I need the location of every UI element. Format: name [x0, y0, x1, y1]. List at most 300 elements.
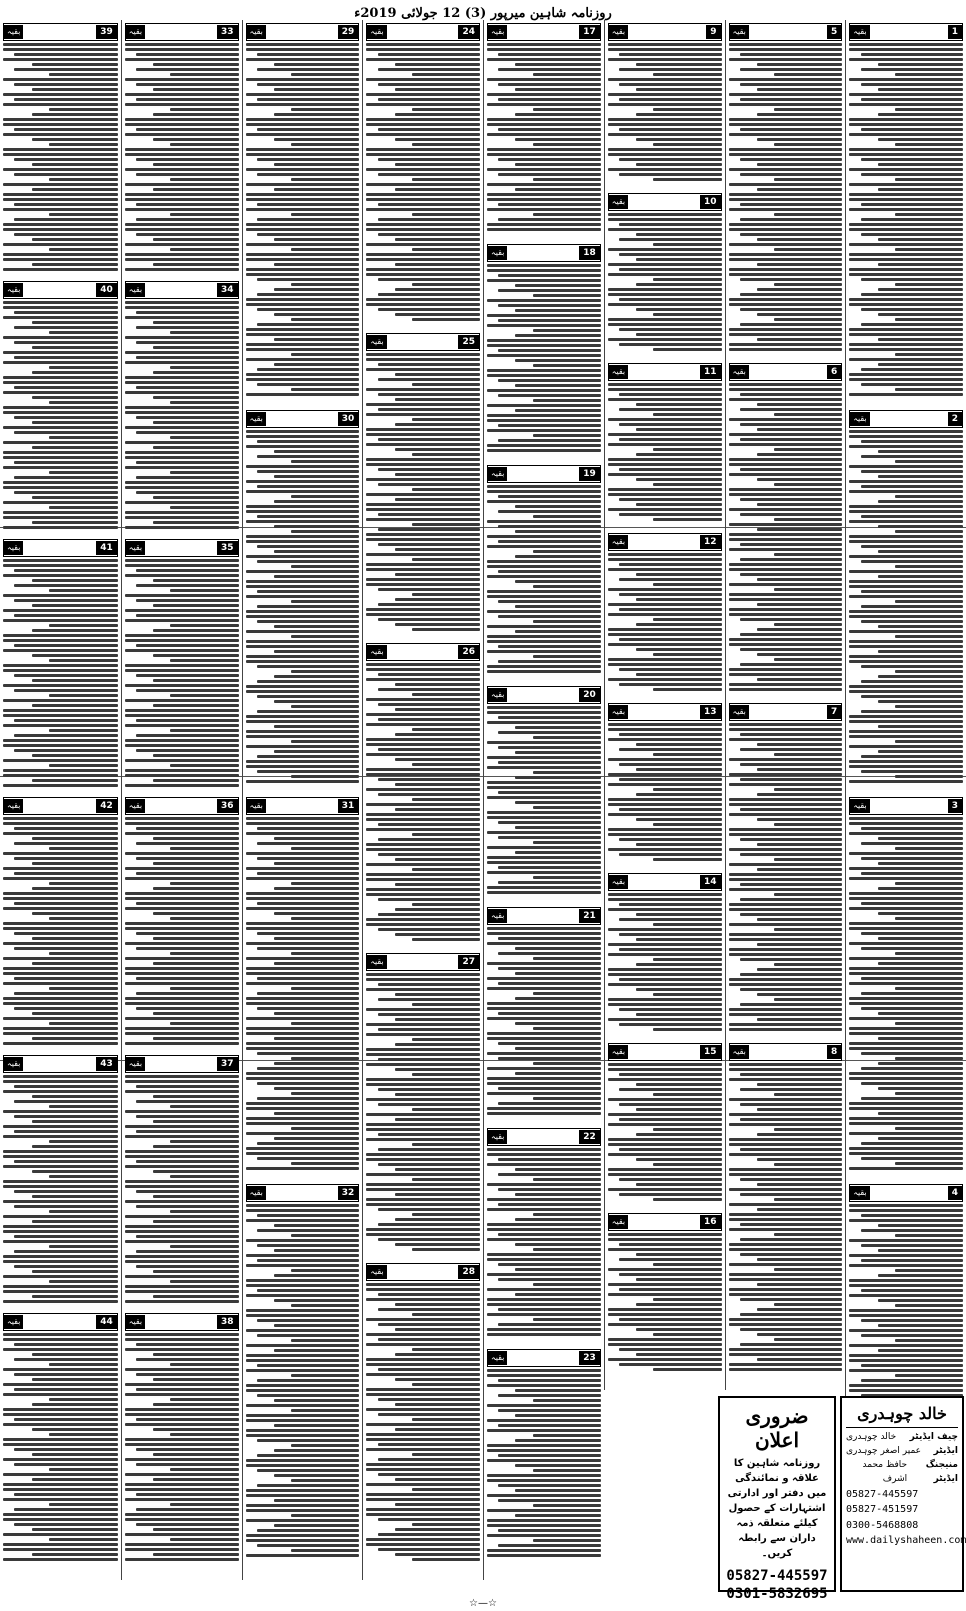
text-line	[487, 1258, 601, 1261]
text-line	[366, 428, 480, 431]
text-line	[395, 423, 480, 426]
text-line	[395, 63, 480, 66]
continuation-number: 29	[338, 25, 359, 39]
text-line	[274, 1424, 359, 1427]
text-line	[412, 1003, 480, 1006]
text-line	[49, 1105, 118, 1108]
text-line	[740, 83, 842, 86]
text-line	[515, 163, 600, 166]
continuation-header	[125, 797, 239, 815]
text-line	[291, 1022, 359, 1025]
text-line	[498, 821, 600, 824]
text-line	[125, 228, 239, 231]
text-line	[49, 694, 118, 697]
text-line	[608, 728, 722, 731]
text-line	[740, 1148, 842, 1151]
text-line	[14, 1418, 117, 1421]
credits-box	[840, 1396, 964, 1592]
text-line	[366, 1023, 480, 1026]
text-line	[757, 528, 842, 531]
text-line	[636, 138, 721, 141]
text-line	[14, 674, 117, 677]
text-line	[125, 1533, 239, 1536]
text-line	[246, 1284, 360, 1287]
text-line	[3, 1200, 118, 1203]
text-line	[729, 1278, 843, 1281]
text-line	[125, 78, 239, 81]
text-line	[257, 1454, 359, 1457]
text-line	[246, 1309, 360, 1312]
text-line	[849, 298, 963, 301]
text-line	[274, 700, 359, 703]
credit-name: حافظ محمد اشرف	[862, 1459, 908, 1484]
text-line	[3, 1458, 118, 1461]
text-line	[619, 328, 721, 331]
credit-phone: 0300-5468808	[846, 1519, 919, 1531]
text-line	[3, 1165, 118, 1168]
text-line	[366, 888, 480, 891]
text-line	[136, 1250, 238, 1253]
text-line	[498, 836, 600, 839]
text-line	[3, 564, 118, 567]
text-line	[246, 967, 360, 970]
text-line	[3, 1225, 118, 1228]
text-line	[125, 1080, 239, 1083]
text-line	[246, 343, 360, 346]
continuation-tag: بقیہ	[488, 1351, 507, 1365]
text-line	[246, 1117, 360, 1120]
text-line	[3, 1423, 118, 1426]
continuation-header	[3, 539, 118, 557]
text-line	[366, 563, 480, 566]
text-line	[412, 1558, 480, 1561]
text-line	[729, 1363, 843, 1366]
text-line	[636, 333, 721, 336]
text-line	[487, 449, 601, 452]
text-line	[378, 98, 480, 101]
text-line	[125, 669, 239, 672]
text-line	[136, 311, 238, 314]
text-line	[32, 579, 118, 582]
text-line	[849, 645, 963, 648]
text-line	[395, 238, 480, 241]
text-line	[291, 213, 359, 216]
text-line	[849, 208, 963, 211]
text-line	[757, 288, 842, 291]
text-line	[533, 620, 601, 623]
text-line	[170, 694, 238, 697]
text-line	[246, 982, 360, 985]
text-line	[729, 1008, 843, 1011]
text-line	[729, 333, 843, 336]
text-line	[487, 1007, 601, 1010]
text-line	[849, 48, 963, 51]
continuation-header	[125, 1055, 239, 1073]
text-line	[366, 508, 480, 511]
text-line	[136, 1265, 238, 1268]
text-line	[861, 455, 963, 458]
text-line	[636, 1158, 721, 1161]
text-line	[14, 1130, 117, 1133]
text-line	[366, 1053, 480, 1056]
text-line	[636, 843, 721, 846]
text-line	[395, 313, 480, 316]
text-line	[246, 1077, 360, 1080]
text-line	[246, 378, 360, 381]
text-line	[412, 1178, 480, 1181]
text-line	[291, 740, 359, 743]
text-line	[487, 1519, 601, 1522]
text-line	[740, 898, 842, 901]
text-line	[729, 1228, 843, 1231]
text-line	[757, 1358, 842, 1361]
text-line	[257, 278, 359, 281]
text-line	[49, 73, 118, 76]
text-line	[3, 784, 118, 787]
text-line	[125, 316, 239, 319]
text-line	[32, 837, 118, 840]
text-line	[378, 1398, 480, 1401]
text-line	[14, 53, 117, 56]
text-line	[608, 928, 722, 931]
text-line	[274, 1474, 359, 1477]
text-line	[608, 1358, 722, 1361]
text-line	[366, 1153, 480, 1156]
text-line	[395, 733, 480, 736]
text-line	[257, 68, 359, 71]
text-line	[636, 768, 721, 771]
continuation-header	[125, 1313, 239, 1331]
article-continuation	[366, 953, 480, 1259]
text-line	[3, 103, 118, 106]
text-line	[257, 233, 359, 236]
text-line	[487, 625, 601, 628]
text-line	[257, 1214, 359, 1217]
text-line	[49, 401, 118, 404]
text-line	[895, 705, 963, 708]
continuation-number: 11	[700, 365, 721, 379]
continuation-tag: بقیہ	[4, 1057, 23, 1071]
text-line	[498, 394, 600, 397]
text-line	[49, 1245, 118, 1248]
text-line	[14, 491, 117, 494]
text-line	[608, 973, 722, 976]
text-line	[608, 443, 722, 446]
text-line	[729, 533, 843, 536]
text-line	[849, 1117, 963, 1120]
text-lines	[366, 43, 480, 321]
text-line	[246, 228, 360, 231]
text-line	[366, 878, 480, 881]
text-line	[3, 441, 118, 444]
text-line	[498, 570, 600, 573]
text-line	[412, 798, 480, 801]
text-line	[774, 248, 842, 251]
text-line	[170, 1503, 238, 1506]
text-line	[32, 113, 118, 116]
continuation-number: 7	[827, 705, 841, 719]
text-line	[125, 381, 239, 384]
text-line	[366, 253, 480, 256]
continuation-tag: بقیہ	[609, 535, 628, 549]
text-line	[729, 103, 843, 106]
text-line	[412, 1313, 480, 1316]
text-line	[619, 838, 721, 841]
text-line	[487, 444, 601, 447]
text-line	[515, 309, 600, 312]
text-line	[125, 1383, 239, 1386]
text-line	[3, 268, 118, 271]
text-line	[153, 263, 238, 266]
text-line	[861, 1334, 963, 1337]
text-line	[366, 118, 480, 121]
text-line	[246, 942, 360, 945]
text-line	[3, 1348, 118, 1351]
text-line	[153, 496, 238, 499]
continuation-number: 30	[338, 412, 359, 426]
text-line	[3, 1017, 118, 1020]
text-line	[257, 1334, 359, 1337]
text-line	[153, 421, 238, 424]
text-line	[619, 1243, 721, 1246]
text-line	[49, 213, 118, 216]
text-line	[136, 599, 238, 602]
text-line	[740, 573, 842, 576]
article-continuation	[608, 23, 722, 189]
text-line	[487, 1534, 601, 1537]
text-line	[246, 1414, 360, 1417]
text-line	[246, 1152, 360, 1155]
text-line	[14, 584, 117, 587]
text-line	[291, 1409, 359, 1412]
text-line	[895, 882, 963, 885]
text-line	[125, 1200, 239, 1203]
text-line	[395, 548, 480, 551]
text-line	[395, 883, 480, 886]
text-line	[608, 1168, 722, 1171]
text-line	[153, 779, 238, 782]
text-lines	[125, 559, 239, 787]
continuation-number: 14	[700, 875, 721, 889]
text-line	[246, 153, 360, 156]
text-line	[3, 1443, 118, 1446]
continuation-tag: بقیہ	[488, 25, 507, 39]
text-line	[125, 1165, 239, 1168]
text-line	[378, 1368, 480, 1371]
text-line	[740, 913, 842, 916]
text-line	[3, 1042, 118, 1045]
text-line	[3, 351, 118, 354]
text-line	[395, 1378, 480, 1381]
text-line	[533, 876, 601, 879]
article-continuation	[3, 539, 118, 793]
article-continuation	[366, 1263, 480, 1569]
text-line	[246, 1459, 360, 1462]
text-line	[895, 388, 963, 391]
text-line	[412, 903, 480, 906]
text-line	[49, 1210, 118, 1213]
text-line	[246, 1279, 360, 1282]
text-line	[757, 578, 842, 581]
text-line	[49, 178, 118, 181]
text-line	[3, 1155, 118, 1158]
text-line	[274, 1399, 359, 1402]
text-line	[136, 1523, 238, 1526]
text-line	[3, 1393, 118, 1396]
text-line	[740, 423, 842, 426]
text-line	[849, 253, 963, 256]
text-line	[246, 867, 360, 870]
text-line	[487, 1052, 601, 1055]
text-line	[774, 1268, 842, 1271]
text-line	[125, 1548, 239, 1551]
text-line	[246, 1489, 360, 1492]
article-continuation	[125, 539, 239, 793]
text-line	[619, 978, 721, 981]
text-line	[849, 1047, 963, 1050]
text-line	[619, 83, 721, 86]
text-line	[366, 1158, 480, 1161]
text-line	[740, 853, 842, 856]
text-line	[3, 744, 118, 747]
text-line	[291, 775, 359, 778]
text-line	[246, 852, 360, 855]
text-line	[274, 238, 359, 241]
text-line	[257, 368, 359, 371]
continuation-header	[608, 363, 722, 381]
text-line	[619, 128, 721, 131]
text-line	[274, 650, 359, 653]
text-line	[3, 559, 118, 562]
text-line	[153, 679, 238, 682]
text-line	[366, 533, 480, 536]
text-line	[619, 748, 721, 751]
text-line	[849, 1309, 963, 1312]
text-line	[274, 1137, 359, 1140]
continuation-header	[608, 1213, 722, 1231]
text-line	[533, 1399, 601, 1402]
text-line	[49, 506, 118, 509]
text-line	[3, 594, 118, 597]
text-line	[274, 1087, 359, 1090]
text-line	[125, 516, 239, 519]
text-line	[487, 741, 601, 744]
text-line	[729, 613, 843, 616]
text-line	[619, 933, 721, 936]
text-line	[636, 428, 721, 431]
text-line	[3, 148, 118, 151]
text-line	[849, 1002, 963, 1005]
text-line	[729, 593, 843, 596]
text-line	[366, 773, 480, 776]
text-line	[740, 513, 842, 516]
text-line	[849, 660, 963, 663]
continuation-number: 33	[217, 25, 238, 39]
text-line	[274, 1112, 359, 1115]
text-line	[125, 253, 239, 256]
text-lines	[3, 301, 118, 529]
text-line	[125, 526, 239, 529]
continuation-header	[487, 1128, 601, 1146]
text-line	[498, 1323, 600, 1326]
text-line	[14, 1463, 117, 1466]
text-line	[757, 943, 842, 946]
text-line	[395, 1303, 480, 1306]
text-line	[619, 1178, 721, 1181]
text-line	[412, 1523, 480, 1526]
text-line	[861, 383, 963, 386]
text-line	[366, 1233, 480, 1236]
text-line	[170, 506, 238, 509]
continuation-number: 27	[458, 955, 479, 969]
text-line	[257, 755, 359, 758]
text-line	[246, 1384, 360, 1387]
text-line	[378, 468, 480, 471]
text-line	[246, 1554, 360, 1557]
text-line	[366, 678, 480, 681]
footer-mark: ☆—☆	[469, 1598, 497, 1609]
continuation-header	[608, 1043, 722, 1061]
text-line	[125, 774, 239, 777]
text-line	[49, 624, 118, 627]
text-line	[740, 1118, 842, 1121]
text-line	[729, 1078, 843, 1081]
continuation-number: 39	[96, 25, 117, 39]
text-line	[257, 308, 359, 311]
text-line	[487, 1404, 601, 1407]
text-line	[395, 573, 480, 576]
continuation-tag: بقیہ	[247, 25, 266, 39]
text-line	[32, 604, 118, 607]
text-line	[487, 43, 601, 46]
text-line	[729, 148, 843, 151]
text-line	[378, 1323, 480, 1326]
text-line	[861, 203, 963, 206]
text-line	[246, 595, 360, 598]
text-line	[366, 1048, 480, 1051]
text-line	[774, 448, 842, 451]
text-line	[487, 1429, 601, 1432]
text-line	[861, 485, 963, 488]
text-line	[257, 710, 359, 713]
text-line	[291, 73, 359, 76]
text-line	[366, 1423, 480, 1426]
text-line	[895, 600, 963, 603]
text-line	[136, 158, 238, 161]
text-line	[729, 348, 843, 351]
text-line	[636, 1253, 721, 1256]
text-line	[274, 1499, 359, 1502]
text-line	[729, 458, 843, 461]
text-line	[366, 103, 480, 106]
text-line	[498, 525, 600, 528]
text-line	[32, 1295, 118, 1298]
text-line	[125, 306, 239, 309]
text-line	[366, 538, 480, 541]
text-line	[274, 1012, 359, 1015]
text-line	[498, 1544, 600, 1547]
text-line	[849, 193, 963, 196]
text-line	[487, 1298, 601, 1301]
text-line	[378, 363, 480, 366]
text-line	[740, 973, 842, 976]
text-line	[32, 962, 118, 965]
text-line	[849, 760, 963, 763]
text-line	[533, 1283, 601, 1286]
text-line	[274, 575, 359, 578]
text-line	[257, 1364, 359, 1367]
text-line	[170, 847, 238, 850]
